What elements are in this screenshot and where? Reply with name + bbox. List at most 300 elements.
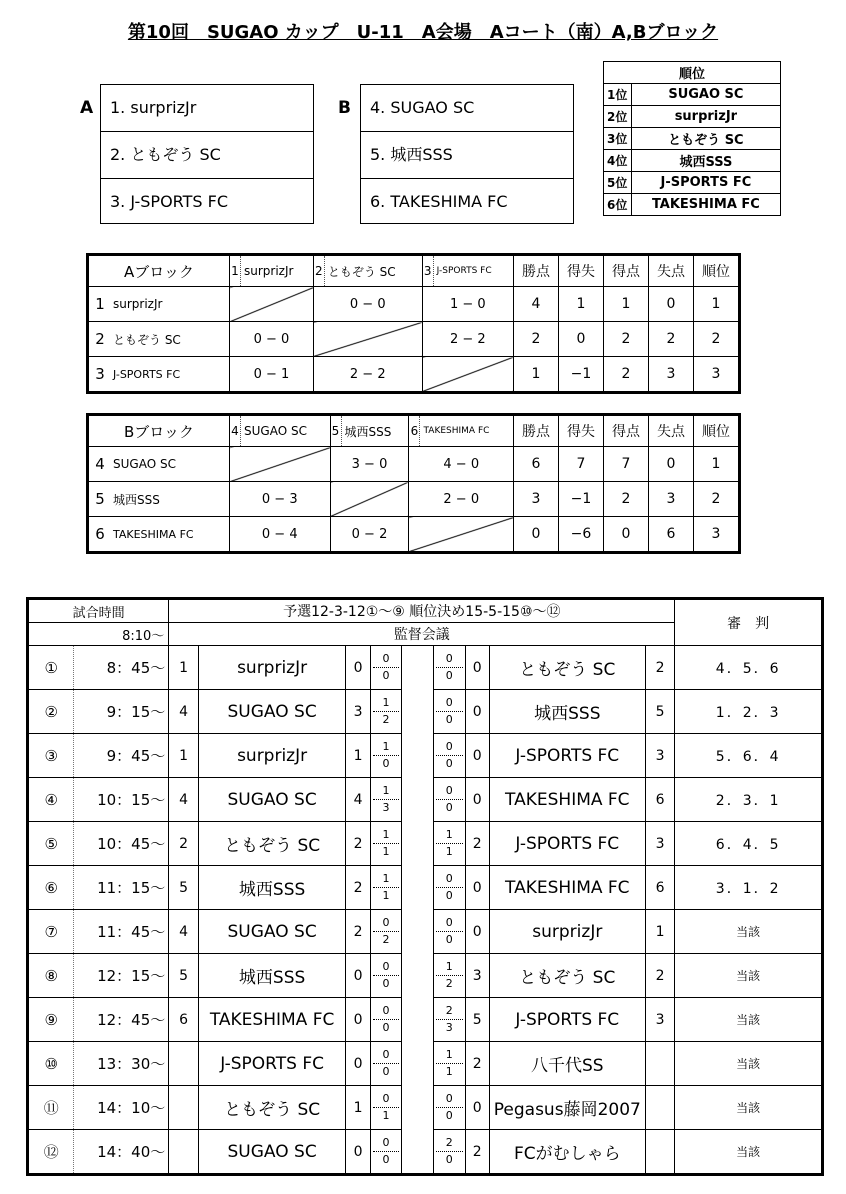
match-time: 11：45～: [74, 910, 169, 954]
match-time: 14：10～: [74, 1086, 169, 1130]
away-team: surprizJr: [489, 910, 645, 954]
half-divider: [436, 1063, 463, 1064]
stat-header: 順位: [694, 415, 740, 447]
match-number: ⑥: [28, 866, 74, 910]
half-divider: [436, 975, 463, 976]
away-halves: [433, 1130, 465, 1175]
schedule-meeting: 監督会議: [169, 623, 675, 646]
stat-header: 順位: [694, 255, 740, 287]
stat-value: 1: [559, 287, 604, 322]
away-team: TAKESHIMA FC: [489, 778, 645, 822]
league-b-table: [86, 413, 741, 554]
stat-value: 3: [694, 357, 740, 393]
home-team: SUGAO SC: [198, 910, 346, 954]
away-score: 0: [465, 1086, 489, 1130]
stat-header: 勝点: [514, 255, 559, 287]
match-time: 9：45～: [74, 734, 169, 778]
league-result: 2 − 2: [422, 322, 513, 357]
league-result: 4 − 0: [409, 447, 514, 482]
home-half-2: 2: [382, 713, 390, 726]
home-score: 2: [346, 822, 370, 866]
referee: 当該: [675, 1042, 823, 1086]
league-result: 0 − 0: [230, 322, 314, 357]
league-diagonal-cell: [230, 447, 331, 482]
away-half-2: 0: [445, 801, 453, 814]
match-number: ③: [28, 734, 74, 778]
group-b-team: 5. 城西SSS: [361, 131, 573, 178]
league-result: 0 − 2: [330, 517, 409, 553]
away-half-2: 1: [445, 1065, 453, 1078]
away-half-2: 1: [445, 845, 453, 858]
referee: 当該: [675, 910, 823, 954]
home-halves: [370, 998, 402, 1042]
league-row-idx: 2: [88, 322, 112, 357]
stat-value: 3: [649, 357, 694, 393]
group-b-teams: [360, 84, 574, 224]
league-diagonal-cell: [422, 357, 513, 393]
home-halves: [370, 954, 402, 998]
stat-value: 1: [514, 357, 559, 393]
match-time: 9：15～: [74, 690, 169, 734]
away-half-2: 0: [445, 757, 453, 770]
home-team-number: 2: [169, 822, 199, 866]
half-divider: [436, 711, 463, 712]
half-divider: [373, 887, 400, 888]
match-time: 10：45～: [74, 822, 169, 866]
group-a-letter: A: [80, 98, 94, 118]
match-time: 14：40～: [74, 1130, 169, 1175]
away-score: 0: [465, 910, 489, 954]
stat-header: 勝点: [514, 415, 559, 447]
home-halves: [370, 734, 402, 778]
group-a-team: 1. surprizJr: [110, 98, 197, 117]
away-half-2: 0: [445, 669, 453, 682]
league-row-idx: 1: [88, 287, 112, 322]
referee: 当該: [675, 998, 823, 1042]
match-time: 8：45～: [74, 646, 169, 690]
group-b-letter: B: [338, 98, 351, 118]
home-half-1: 1: [382, 784, 390, 797]
home-half-1: 0: [382, 1092, 390, 1105]
stat-value: 3: [514, 482, 559, 517]
away-half-1: 0: [445, 652, 453, 665]
league-result: 0 − 3: [230, 482, 331, 517]
score-spacer: [402, 1130, 434, 1175]
away-half-1: 1: [445, 960, 453, 973]
away-team-number: 5: [645, 690, 675, 734]
schedule-table: [26, 597, 824, 1176]
schedule-format: 予選12-3-12①～⑨ 順位決め15-5-15⑩～⑫: [169, 599, 675, 623]
half-divider: [373, 799, 400, 800]
stat-value: 3: [694, 517, 740, 553]
home-half-2: 0: [382, 977, 390, 990]
referee: 5．6．4: [675, 734, 823, 778]
match-time: 10：15～: [74, 778, 169, 822]
match-row: [28, 822, 823, 866]
schedule-meeting-time: 8:10～: [28, 623, 169, 646]
league-col-idx: 1: [230, 255, 241, 287]
league-row-team: ともぞう SC: [111, 322, 230, 357]
away-team-number: 3: [645, 734, 675, 778]
stat-value: −6: [559, 517, 604, 553]
home-score: 0: [346, 1042, 370, 1086]
match-row: [28, 690, 823, 734]
away-team-number: 2: [645, 646, 675, 690]
match-time: 13：30～: [74, 1042, 169, 1086]
match-row: [28, 1086, 823, 1130]
stat-value: 4: [514, 287, 559, 322]
away-half-1: 0: [445, 784, 453, 797]
home-halves: [370, 690, 402, 734]
match-time: 12：45～: [74, 998, 169, 1042]
home-team: 城西SSS: [198, 866, 346, 910]
home-score: 3: [346, 690, 370, 734]
stat-header: 得点: [604, 415, 649, 447]
ranking-pos: 5位: [604, 172, 632, 194]
away-team: ともぞう SC: [489, 646, 645, 690]
stat-value: 3: [649, 482, 694, 517]
home-score: 1: [346, 1086, 370, 1130]
home-half-1: 1: [382, 828, 390, 841]
referee: 6．4．5: [675, 822, 823, 866]
home-half-2: 1: [382, 889, 390, 902]
group-a-team: 3. J-SPORTS FC: [101, 178, 313, 225]
league-col-idx: 2: [313, 255, 324, 287]
league-diagonal-cell: [330, 482, 409, 517]
home-team: SUGAO SC: [198, 690, 346, 734]
away-halves: [433, 778, 465, 822]
group-b-team: 4. SUGAO SC: [370, 98, 475, 117]
away-team: TAKESHIMA FC: [489, 866, 645, 910]
stat-value: 2: [514, 322, 559, 357]
match-row: [28, 1130, 823, 1175]
league-col-idx: 3: [422, 255, 433, 287]
match-row: [28, 734, 823, 778]
score-spacer: [402, 910, 434, 954]
ranking-pos: 2位: [604, 106, 632, 128]
league-row-team: J-SPORTS FC: [111, 357, 230, 393]
away-half-2: 3: [445, 1021, 453, 1034]
league-a-table: [86, 253, 741, 394]
home-score: 1: [346, 734, 370, 778]
away-half-1: 1: [445, 828, 453, 841]
stat-value: 0: [649, 447, 694, 482]
half-divider: [373, 1063, 400, 1064]
league-col-idx: 6: [409, 415, 420, 447]
half-divider: [436, 755, 463, 756]
away-half-2: 0: [445, 1109, 453, 1122]
away-score: 2: [465, 1042, 489, 1086]
league-diagonal-cell: [409, 517, 514, 553]
league-result: 0 − 1: [230, 357, 314, 393]
league-col-name: TAKESHIMA FC: [420, 415, 514, 447]
score-spacer: [402, 866, 434, 910]
home-half-2: 0: [382, 1021, 390, 1034]
score-spacer: [402, 998, 434, 1042]
group-b-team: 6. TAKESHIMA FC: [361, 178, 573, 225]
stat-value: 7: [559, 447, 604, 482]
home-team-number: [169, 1086, 199, 1130]
home-team-number: 5: [169, 866, 199, 910]
away-half-2: 0: [445, 933, 453, 946]
group-a-teams: [100, 84, 314, 224]
league-row-team: SUGAO SC: [111, 447, 230, 482]
away-half-1: 0: [445, 696, 453, 709]
group-a-team: 2. ともぞう SC: [101, 131, 313, 178]
away-team-number: 1: [645, 910, 675, 954]
home-half-2: 0: [382, 1065, 390, 1078]
referee: 当該: [675, 954, 823, 998]
match-number: ⑧: [28, 954, 74, 998]
score-spacer: [402, 690, 434, 734]
half-divider: [436, 887, 463, 888]
ranking-team: surprizJr: [631, 106, 780, 128]
away-team: Pegasus藤岡2007: [489, 1086, 645, 1130]
stat-value: 0: [604, 517, 649, 553]
home-half-2: 1: [382, 845, 390, 858]
home-team-number: 6: [169, 998, 199, 1042]
home-team: surprizJr: [198, 646, 346, 690]
match-number: ⑩: [28, 1042, 74, 1086]
home-score: 0: [346, 646, 370, 690]
referee: 2．3．1: [675, 778, 823, 822]
away-team-number: [645, 1130, 675, 1175]
match-number: ⑤: [28, 822, 74, 866]
league-result: 3 − 0: [330, 447, 409, 482]
home-half-2: 3: [382, 801, 390, 814]
home-half-2: 0: [382, 1153, 390, 1166]
home-half-2: 2: [382, 933, 390, 946]
match-row: [28, 954, 823, 998]
away-half-2: 2: [445, 977, 453, 990]
score-spacer: [402, 954, 434, 998]
league-result: 1 − 0: [422, 287, 513, 322]
league-row-team: 城西SSS: [111, 482, 230, 517]
away-halves: [433, 1042, 465, 1086]
ranking-team: ともぞう SC: [631, 128, 780, 150]
ranking-pos: 3位: [604, 128, 632, 150]
match-number: ⑨: [28, 998, 74, 1042]
home-score: 2: [346, 866, 370, 910]
home-half-1: 1: [382, 872, 390, 885]
stat-value: 2: [604, 322, 649, 357]
home-half-1: 0: [382, 652, 390, 665]
away-score: 0: [465, 866, 489, 910]
home-team-number: 1: [169, 646, 199, 690]
league-row-team: TAKESHIMA FC: [111, 517, 230, 553]
away-team: 城西SSS: [489, 690, 645, 734]
home-score: 0: [346, 954, 370, 998]
match-row: [28, 998, 823, 1042]
schedule-time-label: 試合時間: [28, 599, 169, 623]
league-b-label: Bブロック: [88, 415, 230, 447]
home-half-1: 0: [382, 1048, 390, 1061]
away-halves: [433, 690, 465, 734]
home-halves: [370, 910, 402, 954]
away-half-1: 2: [445, 1004, 453, 1017]
home-team-number: 4: [169, 910, 199, 954]
home-half-1: 1: [382, 696, 390, 709]
stat-value: 0: [649, 287, 694, 322]
match-number: ②: [28, 690, 74, 734]
league-row-idx: 6: [88, 517, 112, 553]
home-score: 4: [346, 778, 370, 822]
league-col-name: J-SPORTS FC: [433, 255, 513, 287]
away-score: 3: [465, 954, 489, 998]
match-time: 12：15～: [74, 954, 169, 998]
home-team: SUGAO SC: [198, 778, 346, 822]
ranking-team: 城西SSS: [631, 150, 780, 172]
home-score: 2: [346, 910, 370, 954]
away-team-number: 6: [645, 866, 675, 910]
score-spacer: [402, 734, 434, 778]
home-score: 0: [346, 998, 370, 1042]
away-team-number: 6: [645, 778, 675, 822]
home-half-1: 0: [382, 1136, 390, 1149]
away-halves: [433, 910, 465, 954]
home-team: ともぞう SC: [198, 822, 346, 866]
stat-value: 2: [649, 322, 694, 357]
away-team: J-SPORTS FC: [489, 734, 645, 778]
referee: 当該: [675, 1086, 823, 1130]
schedule-referee-header: 審 判: [675, 599, 823, 646]
away-team: 八千代SS: [489, 1042, 645, 1086]
home-halves: [370, 778, 402, 822]
match-row: [28, 1042, 823, 1086]
home-team-number: 4: [169, 778, 199, 822]
ranking-team: SUGAO SC: [631, 84, 780, 106]
away-half-2: 0: [445, 889, 453, 902]
stat-header: 得失: [559, 415, 604, 447]
home-team: J-SPORTS FC: [198, 1042, 346, 1086]
half-divider: [436, 1107, 463, 1108]
home-halves: [370, 1042, 402, 1086]
half-divider: [373, 975, 400, 976]
half-divider: [373, 1019, 400, 1020]
match-row: [28, 866, 823, 910]
half-divider: [436, 1151, 463, 1152]
away-halves: [433, 646, 465, 690]
referee: 3．1．2: [675, 866, 823, 910]
stat-value: 0: [514, 517, 559, 553]
home-team-number: 4: [169, 690, 199, 734]
home-team: SUGAO SC: [198, 1130, 346, 1175]
home-score: 0: [346, 1130, 370, 1175]
score-spacer: [402, 1042, 434, 1086]
match-number: ⑪: [28, 1086, 74, 1130]
stat-value: −1: [559, 482, 604, 517]
match-time: 11：15～: [74, 866, 169, 910]
half-divider: [373, 711, 400, 712]
home-team: surprizJr: [198, 734, 346, 778]
page-title-text: 第10回 SUGAO カップ U-11 A会場 Aコート（南）A,Bブロック: [127, 22, 719, 43]
stat-header: 得失: [559, 255, 604, 287]
referee: 1．2．3: [675, 690, 823, 734]
league-row-idx: 3: [88, 357, 112, 393]
ranking-pos: 4位: [604, 150, 632, 172]
away-halves: [433, 954, 465, 998]
stat-value: 2: [604, 482, 649, 517]
half-divider: [436, 931, 463, 932]
away-half-1: 0: [445, 1092, 453, 1105]
away-score: 0: [465, 690, 489, 734]
league-row-idx: 4: [88, 447, 112, 482]
match-row: [28, 910, 823, 954]
home-half-2: 1: [382, 1109, 390, 1122]
league-result: 0 − 4: [230, 517, 331, 553]
ranking-team: TAKESHIMA FC: [631, 194, 780, 216]
league-col-idx: 4: [230, 415, 241, 447]
league-result: 2 − 2: [313, 357, 422, 393]
score-spacer: [402, 778, 434, 822]
away-team: J-SPORTS FC: [489, 998, 645, 1042]
home-half-1: 1: [382, 740, 390, 753]
away-team-number: [645, 1042, 675, 1086]
home-halves: [370, 646, 402, 690]
away-team-number: [645, 1086, 675, 1130]
home-team: TAKESHIMA FC: [198, 998, 346, 1042]
half-divider: [436, 843, 463, 844]
away-team-number: 3: [645, 822, 675, 866]
home-team-number: [169, 1130, 199, 1175]
away-team-number: 3: [645, 998, 675, 1042]
stat-value: −1: [559, 357, 604, 393]
stat-value: 7: [604, 447, 649, 482]
match-number: ④: [28, 778, 74, 822]
away-halves: [433, 734, 465, 778]
home-halves: [370, 866, 402, 910]
away-score: 5: [465, 998, 489, 1042]
league-col-name: 城西SSS: [341, 415, 409, 447]
away-team-number: 2: [645, 954, 675, 998]
ranking-team: J-SPORTS FC: [631, 172, 780, 194]
stat-value: 0: [559, 322, 604, 357]
away-halves: [433, 822, 465, 866]
home-team-number: 5: [169, 954, 199, 998]
away-halves: [433, 1086, 465, 1130]
ranking-header: 順位: [604, 62, 781, 84]
match-number: ⑫: [28, 1130, 74, 1175]
home-team-number: 1: [169, 734, 199, 778]
half-divider: [373, 843, 400, 844]
ranking-table: [603, 61, 781, 216]
score-spacer: [402, 822, 434, 866]
score-spacer: [402, 1086, 434, 1130]
league-a-label: Aブロック: [88, 255, 230, 287]
away-halves: [433, 998, 465, 1042]
away-half-1: 2: [445, 1136, 453, 1149]
half-divider: [373, 667, 400, 668]
away-half-1: 0: [445, 740, 453, 753]
home-halves: [370, 1086, 402, 1130]
away-half-1: 0: [445, 872, 453, 885]
league-diagonal-cell: [230, 287, 314, 322]
stat-value: 1: [694, 287, 740, 322]
home-team: ともぞう SC: [198, 1086, 346, 1130]
league-col-name: surprizJr: [241, 255, 314, 287]
stat-value: 2: [604, 357, 649, 393]
league-row-idx: 5: [88, 482, 112, 517]
home-half-2: 0: [382, 757, 390, 770]
stat-value: 6: [649, 517, 694, 553]
half-divider: [436, 799, 463, 800]
league-result: 2 − 0: [409, 482, 514, 517]
home-halves: [370, 1130, 402, 1175]
league-col-name: ともぞう SC: [324, 255, 422, 287]
referee: 当該: [675, 1130, 823, 1175]
home-team-number: [169, 1042, 199, 1086]
away-half-2: 0: [445, 713, 453, 726]
